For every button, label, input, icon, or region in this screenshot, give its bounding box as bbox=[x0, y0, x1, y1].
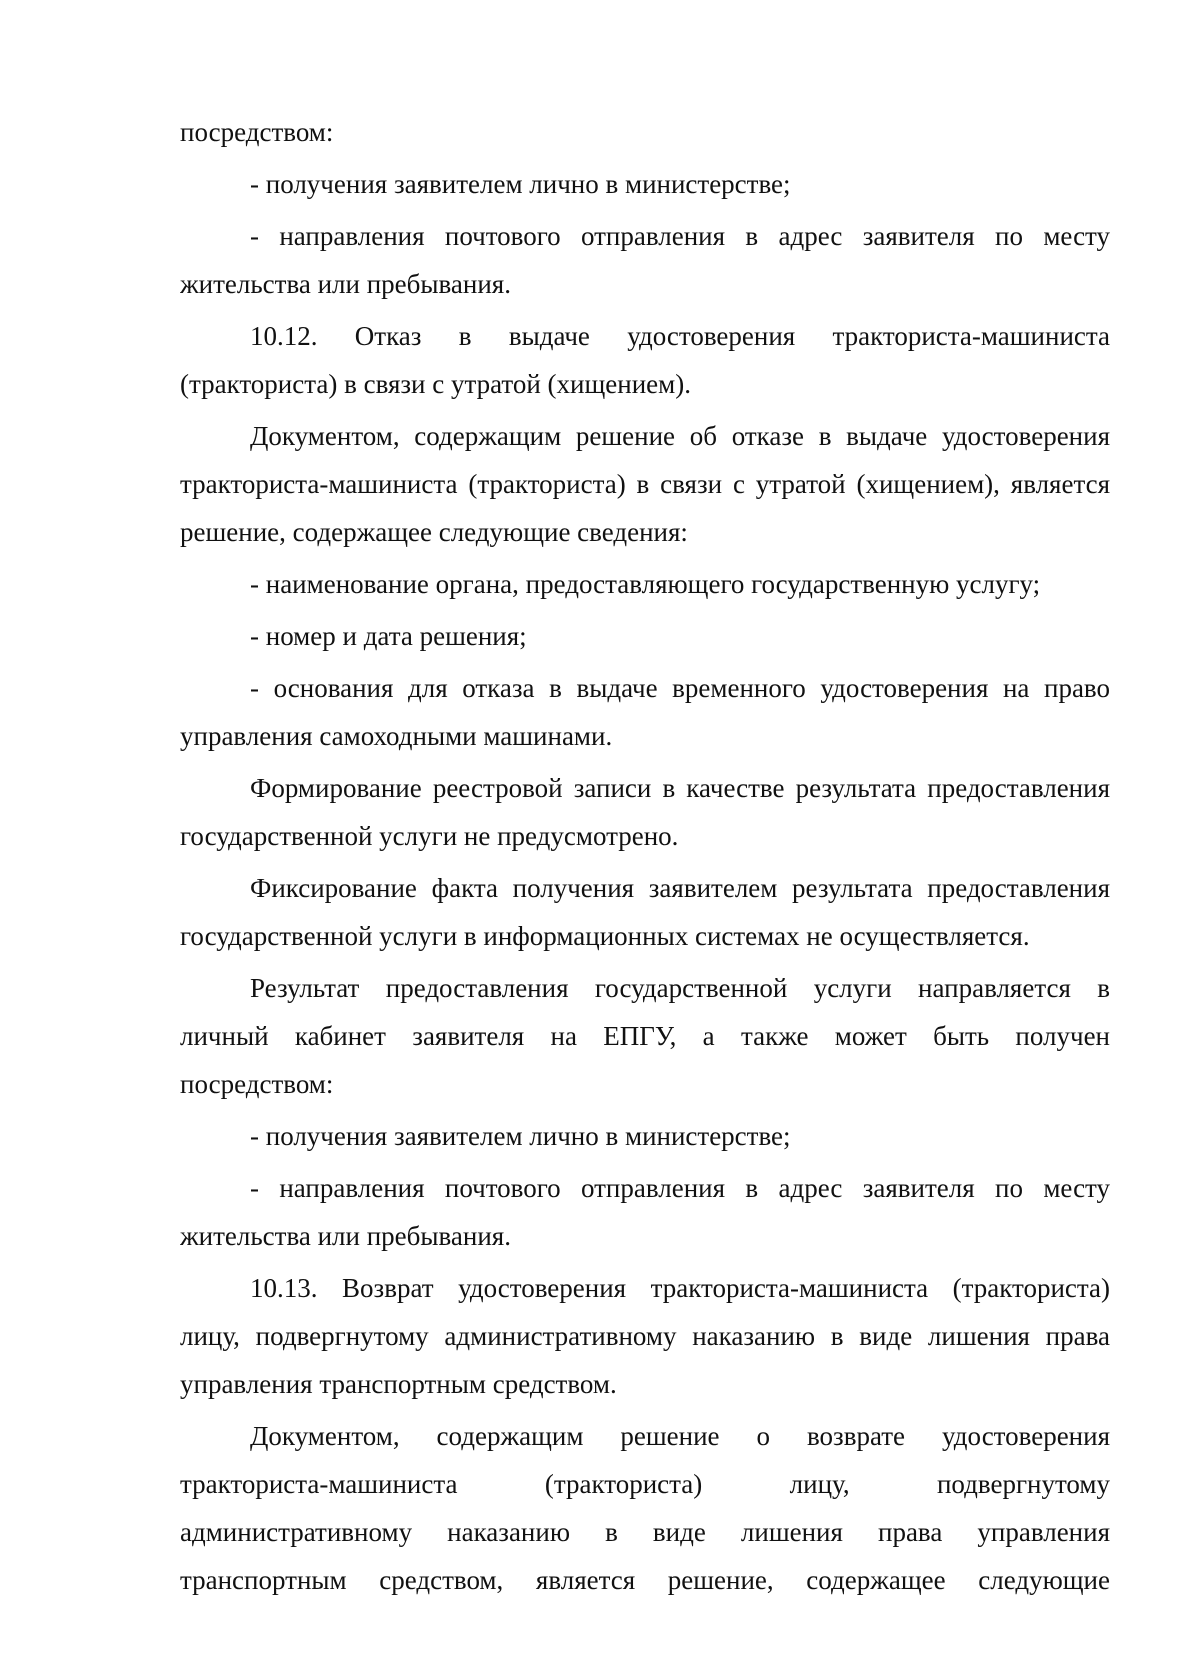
text-line: государственной услуги в информационных системах не осуществляется. bbox=[180, 921, 1030, 951]
text-line: Документом, содержащим решение об отказе в выдаче удостоверения bbox=[250, 421, 1110, 451]
text-line: посредством: bbox=[180, 117, 334, 147]
paragraph bbox=[180, 764, 1110, 860]
text-line: государственной услуги не предусмотрено. bbox=[180, 821, 679, 851]
text-line: административному наказанию в виде лишения права управления bbox=[180, 1517, 1110, 1547]
text-line: управления самоходными машинами. bbox=[180, 721, 613, 751]
paragraph bbox=[180, 412, 1110, 556]
text-line: Документом, содержащим решение о возврате удостоверения bbox=[250, 1421, 1110, 1451]
text-line: тракториста-машиниста (тракториста) лицу, подвергнутому bbox=[180, 1469, 1110, 1499]
paragraph bbox=[180, 108, 1110, 156]
text-line: транспортным средством, является решение, содержащее следующие bbox=[180, 1565, 1110, 1595]
paragraph bbox=[180, 964, 1110, 1108]
text-line: - наименование органа, предоставляющего государственную услугу; bbox=[250, 569, 1041, 599]
paragraph bbox=[180, 312, 1110, 408]
text-line: - получения заявителем лично в министерстве; bbox=[250, 169, 791, 199]
text-line: решение, содержащее следующие сведения: bbox=[180, 517, 688, 547]
text-line: - основания для отказа в выдаче временного удостоверения на право bbox=[250, 673, 1110, 703]
paragraph bbox=[180, 1264, 1110, 1408]
paragraph bbox=[180, 1112, 1110, 1160]
text-line: - направления почтового отправления в адрес заявителя по месту bbox=[250, 1173, 1110, 1203]
text-line: Фиксирование факта получения заявителем результата предоставления bbox=[250, 873, 1110, 903]
text-line: тракториста-машиниста (тракториста) в связи с утратой (хищением), является bbox=[180, 469, 1110, 499]
text-line: 10.13. Возврат удостоверения тракториста-машиниста (тракториста) bbox=[250, 1273, 1110, 1303]
text-line: - направления почтового отправления в адрес заявителя по месту bbox=[250, 221, 1110, 251]
text-line: - номер и дата решения; bbox=[250, 621, 527, 651]
text-line: посредством: bbox=[180, 1069, 334, 1099]
paragraph bbox=[180, 560, 1110, 608]
text-line: - получения заявителем лично в министерстве; bbox=[250, 1121, 791, 1151]
paragraph bbox=[180, 664, 1110, 760]
text-line: жительства или пребывания. bbox=[180, 1221, 511, 1251]
paragraph bbox=[180, 1164, 1110, 1260]
paragraph bbox=[180, 212, 1110, 308]
document-body bbox=[180, 108, 1110, 1604]
paragraph bbox=[180, 612, 1110, 660]
text-line: личный кабинет заявителя на ЕПГУ, а также может быть получен bbox=[180, 1021, 1110, 1051]
text-line: управления транспортным средством. bbox=[180, 1369, 617, 1399]
paragraph bbox=[180, 864, 1110, 960]
text-line: Формирование реестровой записи в качестве результата предоставления bbox=[250, 773, 1110, 803]
paragraph bbox=[180, 160, 1110, 208]
text-line: жительства или пребывания. bbox=[180, 269, 511, 299]
text-line: (тракториста) в связи с утратой (хищением). bbox=[180, 369, 691, 399]
text-line: Результат предоставления государственной услуги направляется в bbox=[250, 973, 1110, 1003]
text-line: лицу, подвергнутому административному наказанию в виде лишения права bbox=[180, 1321, 1110, 1351]
paragraph bbox=[180, 1412, 1110, 1604]
text-line: 10.12. Отказ в выдаче удостоверения тракториста-машиниста bbox=[250, 321, 1110, 351]
